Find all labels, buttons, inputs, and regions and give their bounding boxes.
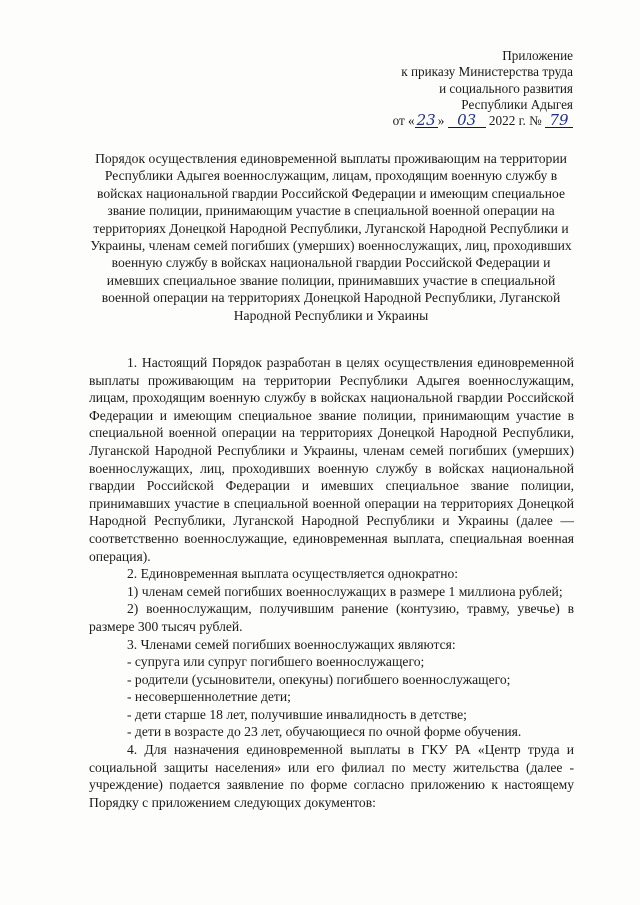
appendix-order-ref: к приказу Министерства труда: [401, 64, 573, 80]
list-item: - дети старше 18 лет, получившие инвалидность в детстве;: [127, 706, 467, 722]
handwritten-day: 23: [416, 111, 436, 130]
date-year: 2022 г. №: [488, 113, 542, 129]
paragraph-2: 2. Единовременная выплата осуществляется однократно:: [127, 566, 459, 582]
appendix-republic: Республики Адыгея: [461, 96, 573, 112]
appendix-date-line: [393, 113, 573, 129]
list-item: - супруга или супруг погибшего военнослужащего;: [127, 654, 425, 670]
appendix-ministry: и социального развития: [439, 80, 573, 96]
paragraph-2-2: 2) военнослужащим, получившим ранение (контузию, травму, увечье) в размере 300 тысяч рублей.: [89, 601, 574, 634]
list-item: - дети в возрасте до 23 лет, обучающиеся по очной форме обучения.: [127, 724, 522, 740]
handwritten-month: 03: [448, 113, 486, 128]
paragraph-2-1: 1) членам семей погибших военнослужащих в размере 1 миллиона рублей;: [127, 583, 563, 599]
paragraph-4: 4. Для назначения единовременной выплаты в ГКУ РА «Центр труда и социальной защиты населения» или его филиал по месту жительства (далее - учреждение) подается заявление по форме согласно приложению к настоящему Порядку с приложением следующих документов:: [89, 742, 574, 810]
appendix-label: Приложение: [502, 48, 573, 63]
list-item: - родители (усыновители, опекуны) погибшего военнослужащего;: [127, 671, 511, 687]
date-mid: »: [437, 113, 445, 129]
paragraph-3: 3. Членами семей погибших военнослужащих являются:: [127, 636, 456, 652]
paragraph-1: 1. Настоящий Порядок разработан в целях осуществления единовременной выплаты проживающим на территории Республики Адыгея военнослужащим, лицам, проходящим военную службу в войсках национальной гвардии Российской Федерации и имеющим специальное звание полиции, принимающим участие в специальной военной операции на территориях Донецкой Народной Республики, Луганской Народной Республики и Украины, членам семей погибших (умерших) военнослужащих, лиц, проходивших военную службу в войсках национальной гвардии Российской Федерации и имевших специальное звание полиции, принимавших участие в специальной военной операции на территориях Донецкой Народной Республики, Луганской Народной Республики и Украины (далее — соответственно военнослужащие, единовременная выплата, специальная военная операция).: [89, 355, 574, 564]
appendix-block: [393, 48, 573, 129]
handwritten-number: 79: [545, 113, 573, 128]
document-title: Порядок осуществления единовременной выплаты проживающим на территории Республики Адыгея военнослужащим, лицам, проходящим военную службу в войсках национальной гвардии Российской Федерации и имеющим специальное звание полиции, принимающим участие в специальной военной операции на территориях Донецкой Народной Республики, Луганской Народной Республики и Украины, членам семей погибших (умерших) военнослужащих, лиц, проходивших военную службу в войсках национальной гвардии Российской Федерации и имевших специальное звание полиции, принимавших участие в специальной военной операции на территориях Донецкой Народной Республики, Луганской Народной Республики и Украины: [90, 151, 572, 323]
document-body: [89, 354, 574, 811]
list-item: - несовершеннолетние дети;: [127, 689, 291, 705]
date-prefix: от «: [392, 113, 415, 129]
